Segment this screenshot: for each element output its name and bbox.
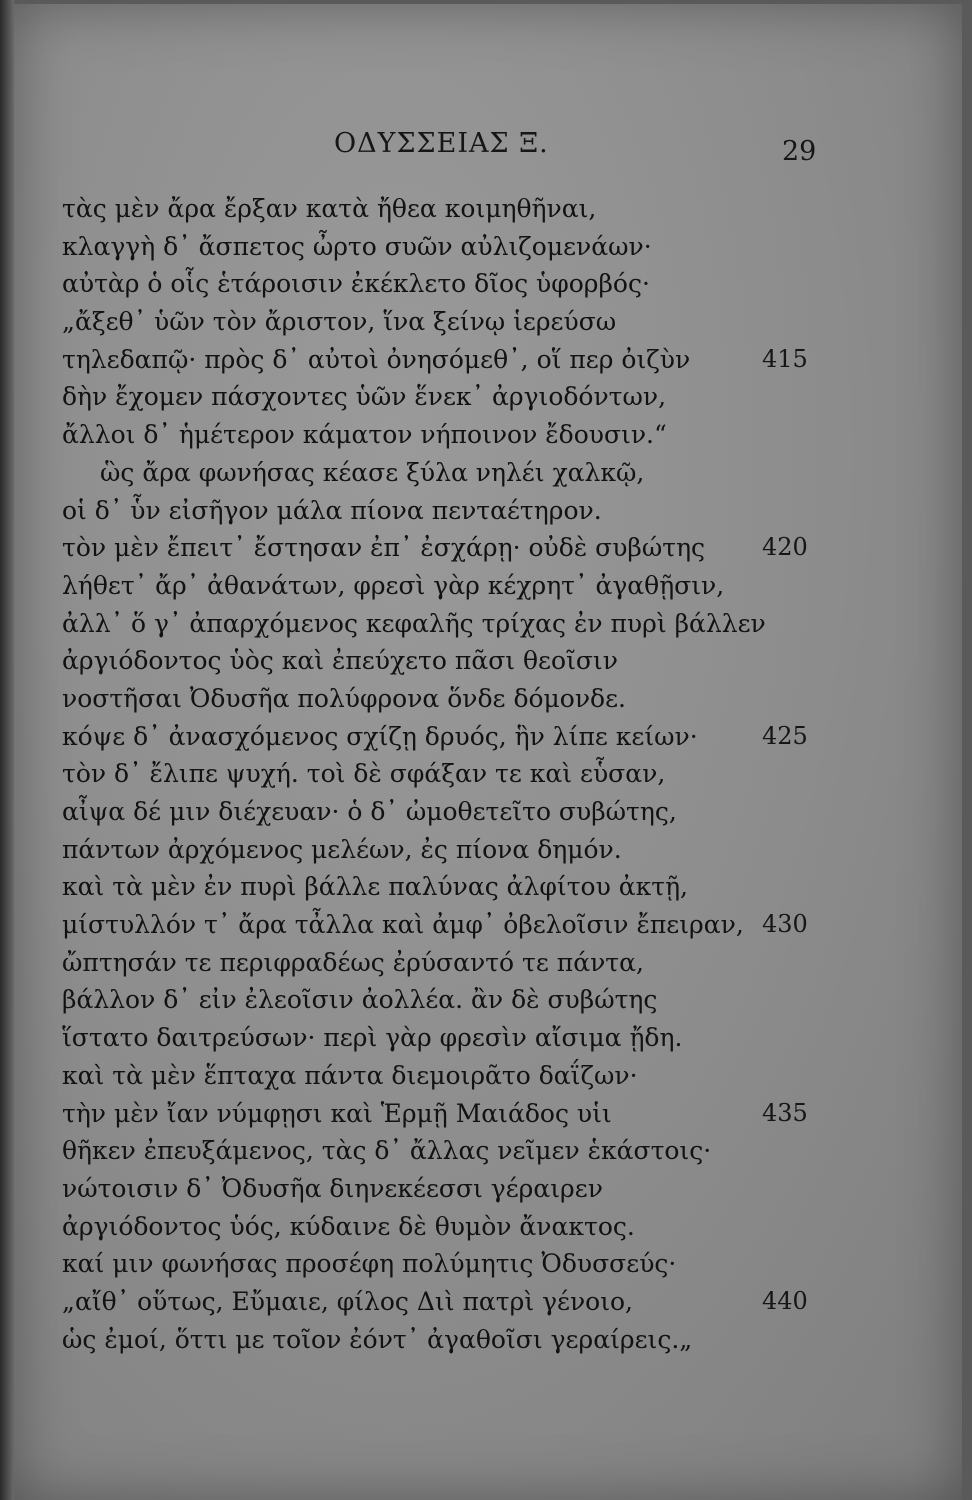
verse-line	[62, 567, 942, 605]
verse-line	[62, 416, 942, 454]
verse-line-text: τὸν δ᾽ ἔλιπε ψυχή. τοὶ δὲ σφάξαν τε καὶ εὗσαν,	[62, 759, 666, 789]
verse-line	[62, 1245, 942, 1283]
verse-line	[62, 1095, 942, 1133]
verse-line-text: ὣς ἄρα φωνήσας κέασε ξύλα νηλέι χαλκῷ,	[100, 457, 645, 487]
verse-line-text: ὡς ἐμοί, ὅττι με τοῖον ἐόντ᾽ ἀγαθοῖσι γεραίρεις.„	[62, 1324, 693, 1354]
verse-line-number: 420	[762, 533, 808, 562]
verse-line-text: ἵστατο δαιτρεύσων· περὶ γὰρ φρεσὶν αἴσιμα ᾔδη.	[62, 1023, 683, 1053]
verse-line-text: καί μιν φωνήσας προσέφη πολύμητις Ὀδυσσεύς·	[62, 1249, 677, 1279]
verse-line	[62, 1283, 942, 1321]
verse-line-text: κλαγγὴ δ᾽ ἄσπετος ὦρτο συῶν αὐλιζομενάων·	[62, 231, 652, 261]
verse-line-number: 430	[762, 910, 808, 939]
verse-line-text: ἄλλοι δ᾽ ἡμέτερον κάματον νήποινον ἔδουσιν.“	[62, 420, 667, 450]
running-header	[14, 128, 962, 168]
verse-line	[62, 454, 942, 492]
verse-line	[62, 642, 942, 680]
verse-line-text: „αἴθ᾽ οὕτως, Εὔμαιε, φίλος Διὶ πατρὶ γένοιο,	[62, 1286, 634, 1316]
verse-line	[62, 680, 942, 718]
verse-line-text: μίστυλλόν τ᾽ ἄρα τἆλλα καὶ ἀμφ᾽ ὀβελοῖσιν ἔπειραν,	[62, 910, 744, 940]
book-page	[14, 4, 962, 1500]
verse-line	[62, 1170, 942, 1208]
verse-line-number: 425	[762, 721, 808, 750]
verse-line	[62, 1321, 942, 1359]
verse-line-text: δὴν ἔχομεν πάσχοντες ὑῶν ἕνεκ᾽ ἀργιοδόντων,	[62, 382, 667, 412]
verse-line-text: „ἄξεθ᾽ ὑῶν τὸν ἄριστον, ἵνα ξείνῳ ἱερεύσω	[62, 307, 617, 337]
verse-line	[62, 793, 942, 831]
verse-line-text: θῆκεν ἐπευξάμενος, τὰς δ᾽ ἄλλας νεῖμεν ἑκάστοις·	[62, 1136, 712, 1166]
verse-line-text: τὸν μὲν ἔπειτ᾽ ἔστησαν ἐπ᾽ ἐσχάρῃ· οὐδὲ συβώτης	[62, 533, 706, 563]
verse-line-text: τηλεδαπῷ· πρὸς δ᾽ αὐτοὶ ὀνησόμεθ᾽, οἵ περ ὀιζὺν	[62, 344, 691, 374]
verse-line	[62, 303, 942, 341]
verse-line-text: ἀλλ᾽ ὅ γ᾽ ἀπαρχόμενος κεφαλῆς τρίχας ἐν πυρὶ βάλλεν	[62, 608, 766, 638]
verse-line	[62, 341, 942, 379]
verse-line	[62, 831, 942, 869]
verse-line-text: τὴν μὲν ἴαν νύμφῃσι καὶ Ἑρμῇ Μαιάδος υἱι	[62, 1098, 612, 1128]
verse-line	[62, 265, 942, 303]
verse-text-block	[62, 190, 942, 1358]
verse-line-text: αἶψα δέ μιν διέχευαν· ὁ δ᾽ ὠμοθετεῖτο συβώτης,	[62, 797, 677, 826]
verse-line	[62, 1057, 942, 1095]
verse-line-text: τὰς μὲν ἄρα ἔρξαν κατὰ ἤθεα κοιμηθῆναι,	[62, 194, 597, 223]
verse-line	[62, 378, 942, 416]
verse-line-text: ἀργιόδοντος ὑὸς καὶ ἐπεύχετο πᾶσι θεοῖσιν	[62, 646, 618, 676]
verse-line-text: αὐτὰρ ὁ οἷς ἑτάροισιν ἐκέκλετο δῖος ὑφορβός·	[62, 269, 650, 299]
verse-line-number: 435	[762, 1098, 808, 1127]
verse-line-text: οἱ δ᾽ ὗν εἰσῆγον μάλα πίονα πενταέτηρον.	[62, 495, 602, 525]
verse-line	[62, 755, 942, 793]
verse-line	[62, 529, 942, 567]
verse-line-number: 440	[762, 1286, 808, 1315]
page-spine-edge	[0, 0, 14, 1500]
verse-line	[62, 1208, 942, 1246]
verse-line	[62, 190, 942, 228]
verse-line	[62, 1019, 942, 1057]
verse-line-text: λήθετ᾽ ἄρ᾽ ἀθανάτων, φρεσὶ γὰρ κέχρητ᾽ ἀγαθῇσιν,	[62, 570, 725, 600]
page-number: 29	[782, 136, 817, 167]
verse-line-text: νώτοισιν δ᾽ Ὀδυσῆα διηνεκέεσσι γέραιρεν	[62, 1173, 603, 1203]
verse-line	[62, 906, 942, 944]
verse-line-number: 415	[762, 344, 808, 373]
verse-line	[62, 718, 942, 756]
header-title: ΟΔΥΣΣΕΙΑΣ Ξ.	[334, 128, 549, 159]
verse-line	[62, 228, 942, 266]
verse-line	[62, 605, 942, 643]
verse-line-text: ὤπτησάν τε περιφραδέως ἐρύσαντό τε πάντα,	[62, 947, 644, 977]
verse-line	[62, 868, 942, 906]
verse-line	[62, 981, 942, 1019]
verse-line-text: καὶ τὰ μὲν ἕπταχα πάντα διεμοιρᾶτο δαΐζων·	[62, 1060, 638, 1090]
verse-line-text: ἀργιόδοντος ὑός, κύδαινε δὲ θυμὸν ἄνακτος.	[62, 1211, 635, 1241]
verse-line-text: πάντων ἀρχόμενος μελέων, ἐς πίονα δημόν.	[62, 834, 622, 864]
verse-line-text: καὶ τὰ μὲν ἐν πυρὶ βάλλε παλύνας ἀλφίτου ἀκτῇ,	[62, 872, 688, 902]
verse-line	[62, 944, 942, 982]
verse-line	[62, 1132, 942, 1170]
verse-line-text: βάλλον δ᾽ εἰν ἐλεοῖσιν ἀολλέα. ἂν δὲ συβώτης	[62, 985, 658, 1015]
verse-line	[62, 492, 942, 530]
verse-line-text: νοστῆσαι Ὀδυσῆα πολύφρονα ὅνδε δόμονδε.	[62, 683, 626, 713]
verse-line-text: κόψε δ᾽ ἀνασχόμενος σχίζῃ δρυός, ἣν λίπε κείων·	[62, 721, 698, 751]
